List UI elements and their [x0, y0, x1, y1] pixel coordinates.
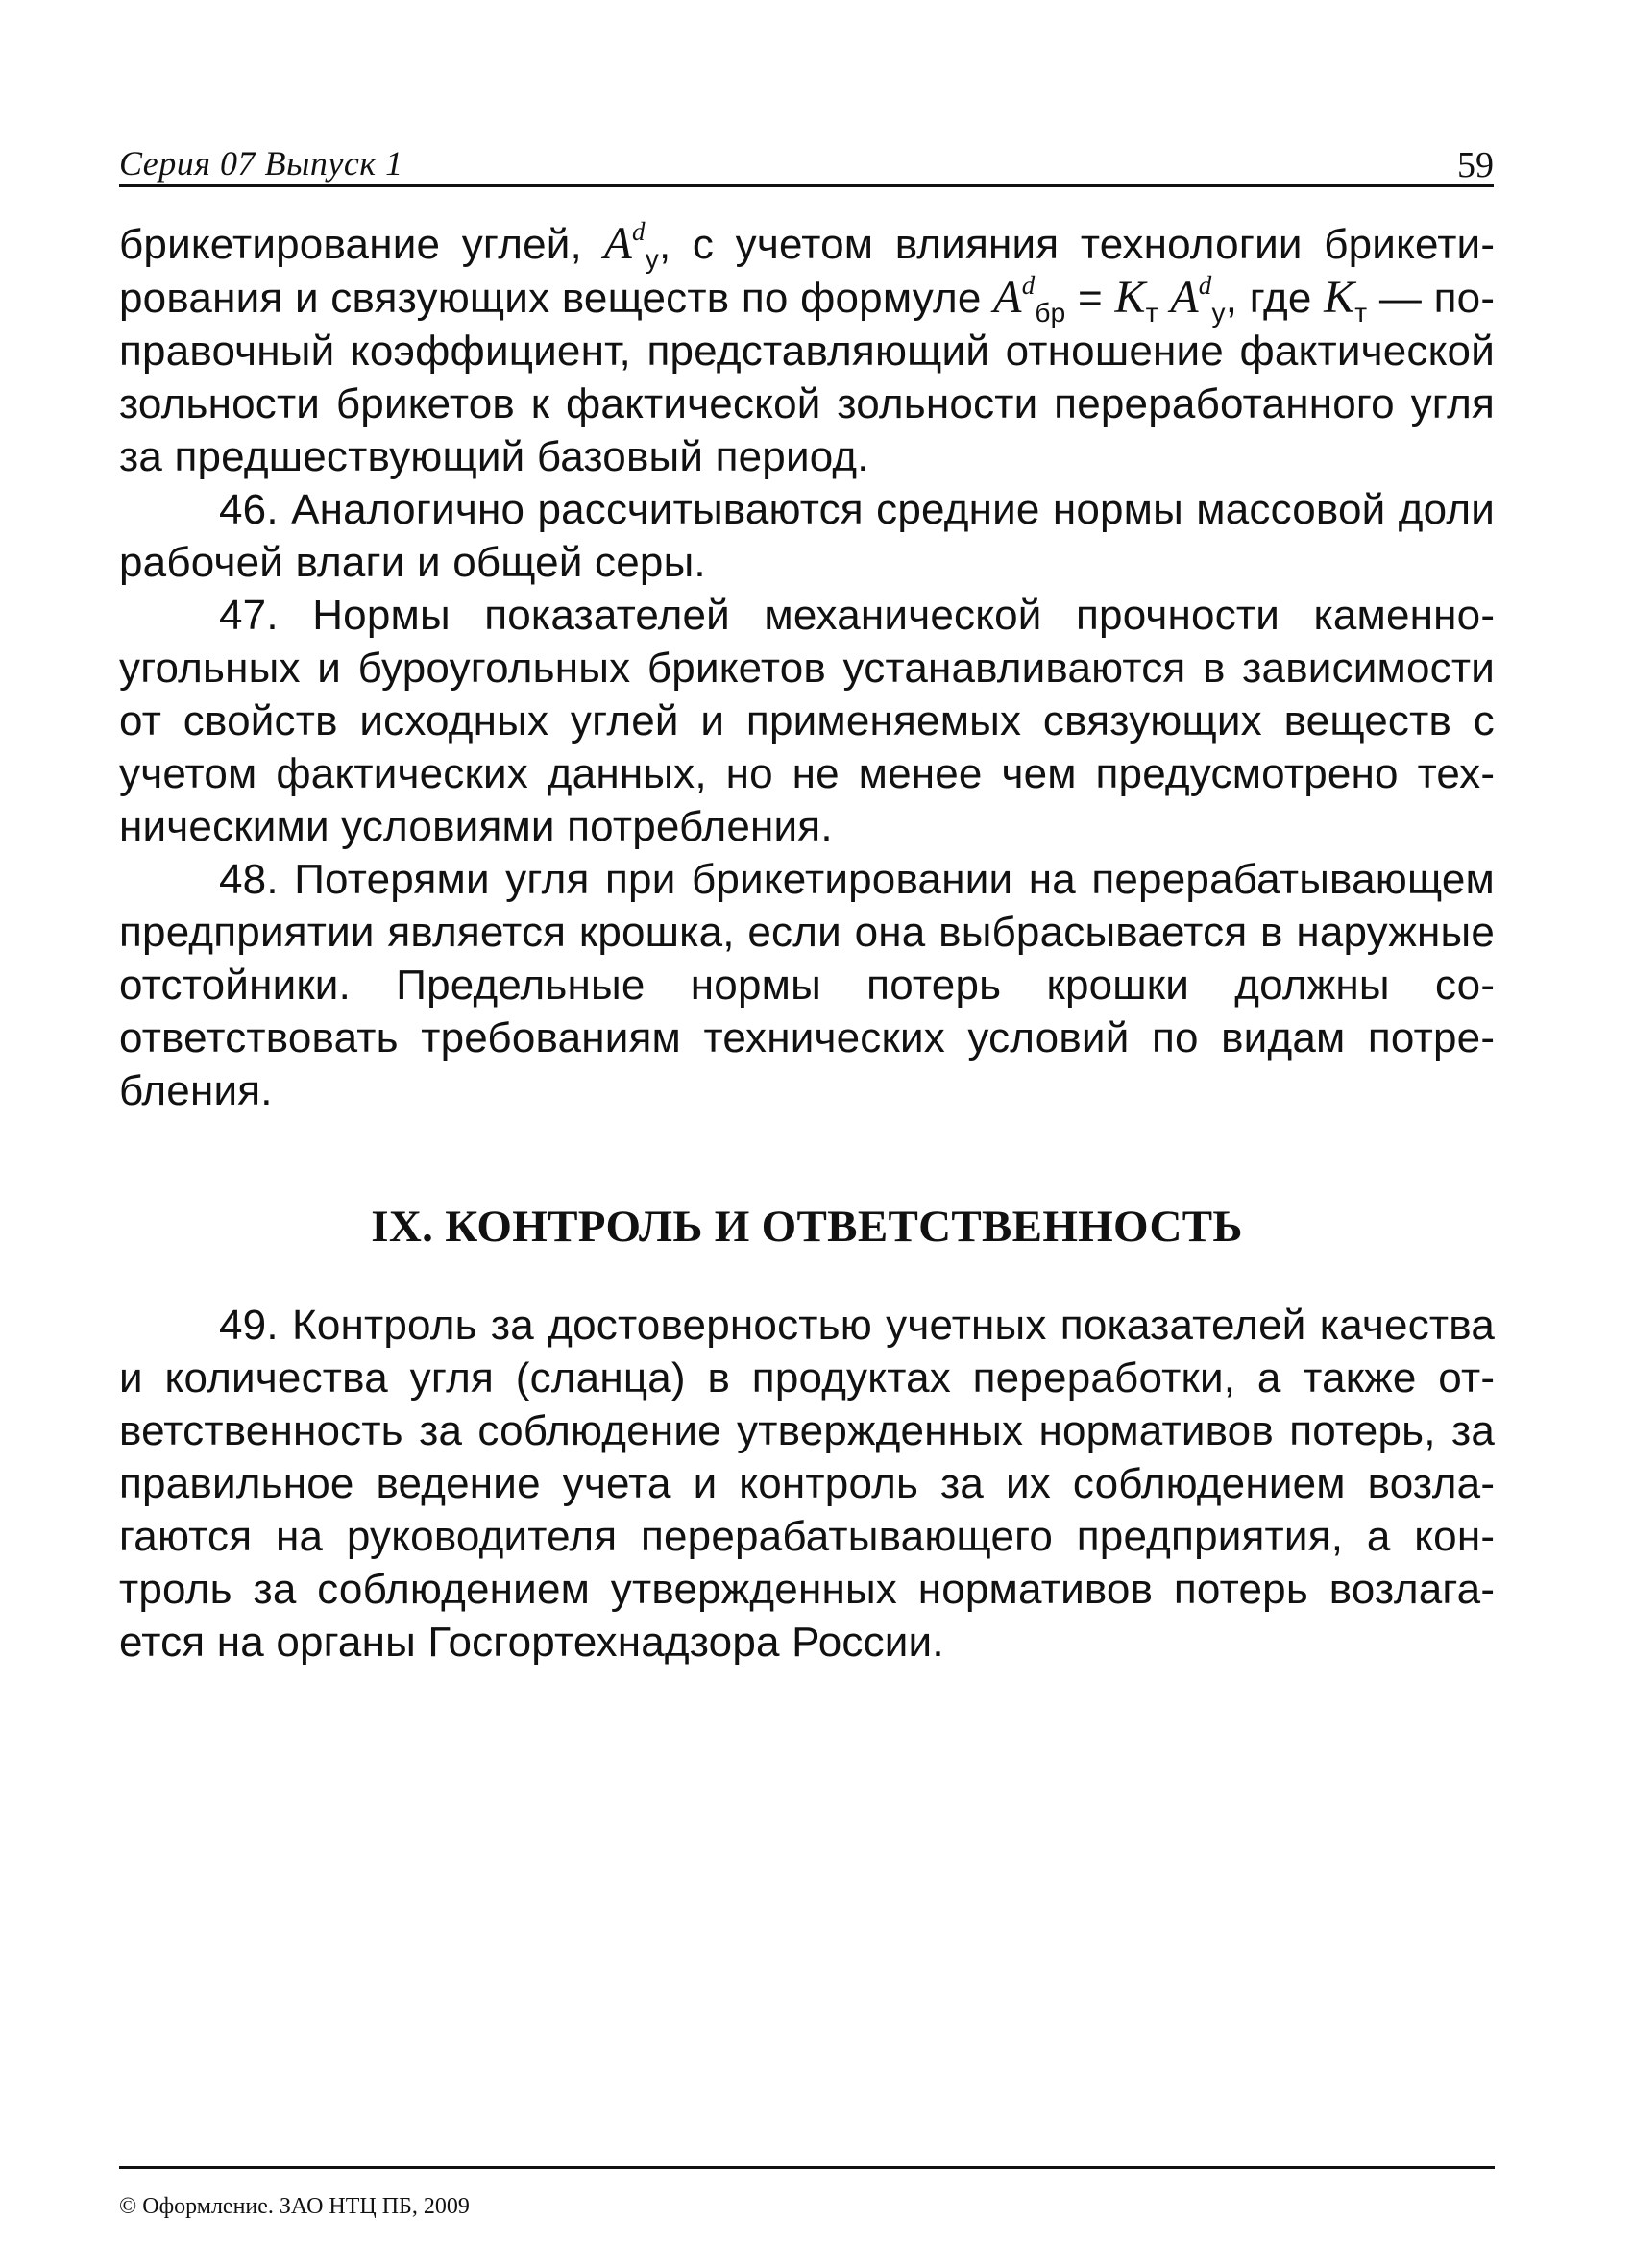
text-fragment: = — [1065, 275, 1115, 322]
symbol-coefficient — [1324, 272, 1368, 328]
text-fragment: — поправочный коэффициент, представляющий отношение фактической зольности брикетов к фактической зольности переработанного угля за предшествующий базовый период. — [119, 275, 1496, 480]
symbol-letter: A — [1170, 272, 1199, 323]
symbol-subscript: бр — [1035, 298, 1066, 328]
symbol-superscript: d — [1021, 271, 1036, 300]
symbol-superscript: d — [632, 217, 646, 246]
symbol-subscript: у — [645, 244, 659, 274]
symbol-letter: K — [1114, 272, 1146, 323]
paragraph-47: 47. Нормы показателей механической прочности каменноугольных и буроугольных брикетов устанавливаются в зависимости от свойств исходных углей и применяемых связующих веществ с учетом фактических данных, но не менее чем предусмотрено техническими условиями потребления. — [119, 592, 1495, 850]
page-number: 59 — [1457, 145, 1494, 185]
page-body — [119, 217, 1495, 1669]
paragraph-45-continuation — [119, 217, 1495, 483]
copyright-notice: © Оформление. ЗАО НТЦ ПБ, 2009 — [119, 2194, 470, 2219]
text-fragment: брикетирование углей, — [119, 221, 604, 268]
text-fragment: , где — [1225, 275, 1325, 322]
symbol-ash-briquette — [993, 271, 1066, 328]
symbol-coefficient — [1114, 272, 1158, 328]
paragraph-46: 46. Аналогично рассчитываются средние нормы массовой доли рабочей влаги и общей серы. — [119, 486, 1495, 586]
symbol-letter: A — [993, 272, 1022, 323]
symbol-subscript: у — [1211, 298, 1226, 328]
text-fragment: , с учетом влияния технологии брикетирования и связующих веществ по формуле — [119, 221, 1495, 322]
paragraph-49: 49. Контроль за достоверностью учетных показателей качества и количества угля (сланца) в продуктах переработки, а также ответственность за соблюдение утвержденных нормативов потерь, за правильное ведение учета и контроль за их соблюдением возлагаются на руководителя перерабатывающего предприятия, а контроль за соблюдением утвержденных нормативов потерь возлагается на органы Госгортехнадзора России. — [119, 1302, 1495, 1666]
text-fragment — [1158, 275, 1171, 322]
symbol-letter: K — [1324, 272, 1355, 323]
series-title: Серия 07 Выпуск 1 — [119, 144, 403, 183]
symbol-ash-coal — [1170, 271, 1226, 328]
symbol-letter: A — [603, 218, 633, 269]
page-header — [119, 134, 1494, 187]
symbol-superscript: d — [1198, 271, 1212, 300]
symbol-subscript: т — [1354, 298, 1368, 328]
symbol-ash-coal — [603, 217, 659, 274]
symbol-subscript: т — [1145, 298, 1158, 328]
page-footer — [119, 2166, 1495, 2219]
section-heading: IX. КОНТРОЛЬ И ОТВЕТСТВЕННОСТЬ — [371, 1202, 1243, 1252]
paragraph-48: 48. Потерями угля при брикетировании на перерабатывающем предприятии является крошка, если она выбрасывается в наружные отстойники. Предельные нормы потерь крошки должны соответствовать требованиям технических условий по видам потребления. — [119, 856, 1495, 1114]
